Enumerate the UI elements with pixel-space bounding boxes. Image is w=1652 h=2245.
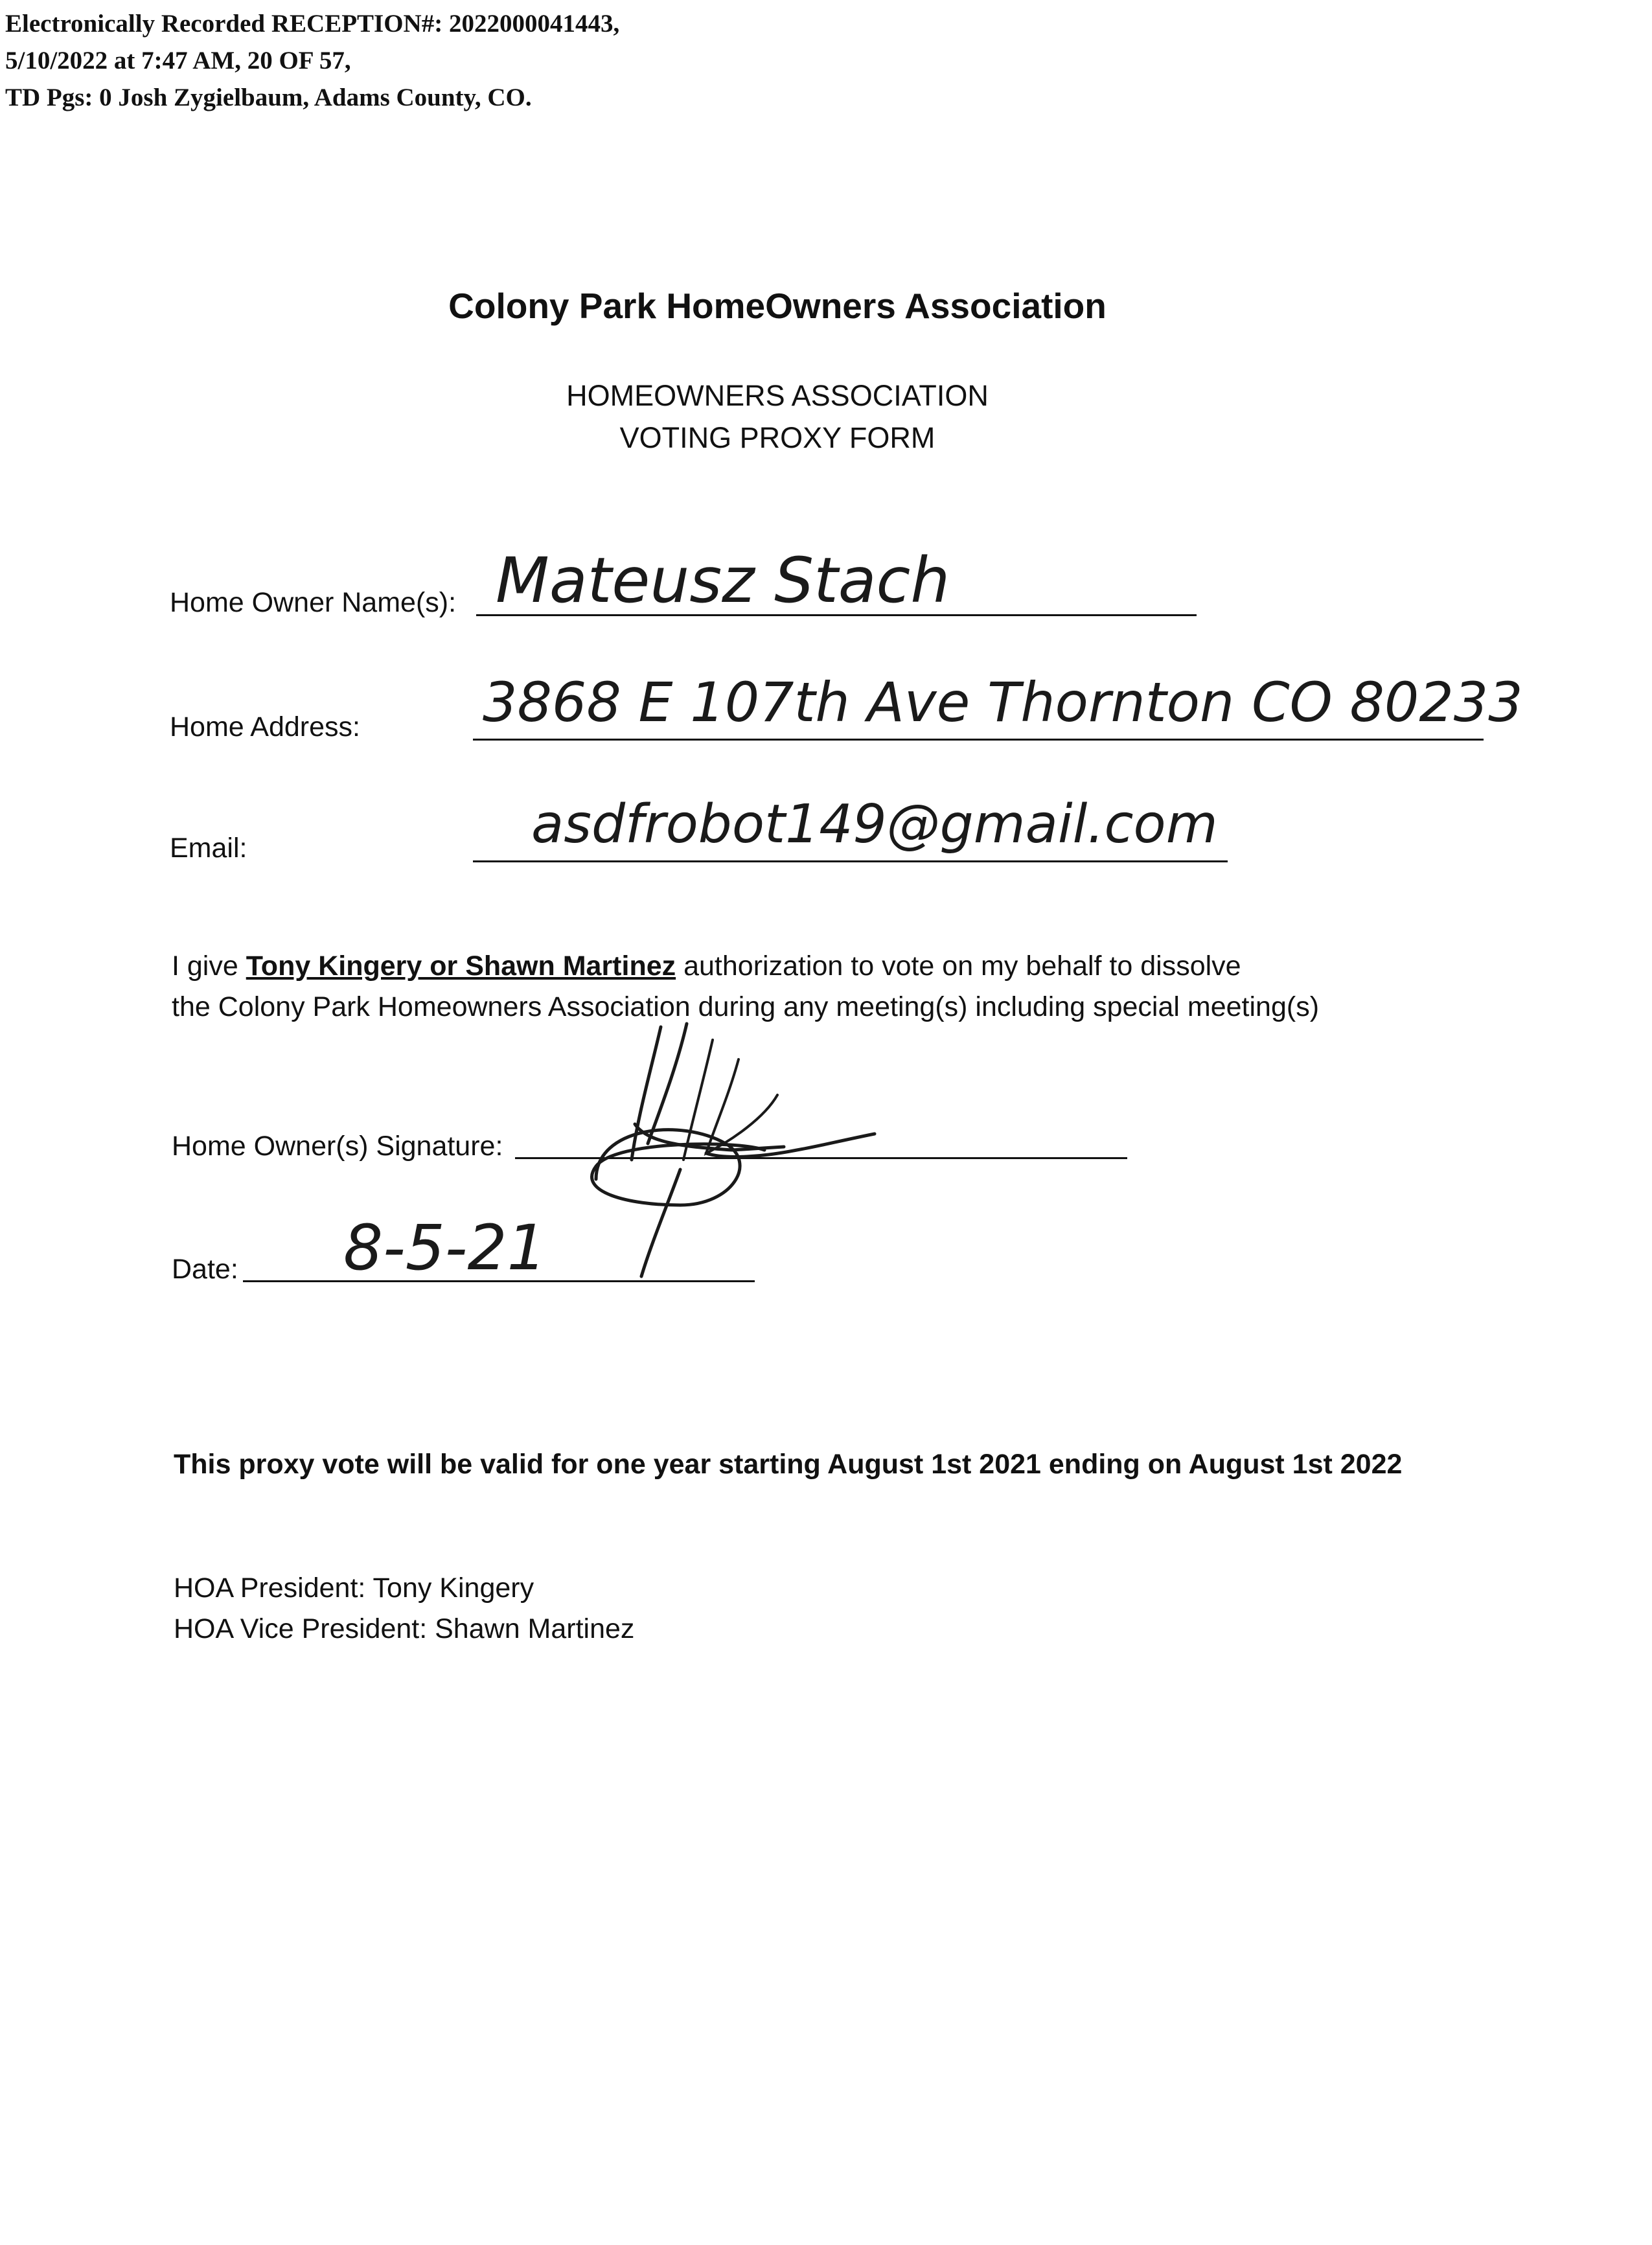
home-owner-name-value[interactable]: Mateusz Stach bbox=[496, 544, 950, 617]
form-subtitle-line-2: VOTING PROXY FORM bbox=[619, 421, 935, 454]
handwritten-signature[interactable] bbox=[570, 1011, 959, 1283]
authorized-proxies: Tony Kingery or Shawn Martinez bbox=[246, 950, 676, 982]
form-title: Colony Park HomeOwners Association bbox=[448, 286, 1107, 326]
authorization-prefix: I give bbox=[172, 950, 246, 982]
validity-note: This proxy vote will be valid for one year starting August 1st 2021 ending on August 1st 2022 bbox=[174, 1449, 1403, 1480]
home-address-label: Home Address: bbox=[170, 711, 360, 743]
recording-stamp-line-2: 5/10/2022 at 7:47 AM, 20 OF 57, bbox=[5, 47, 351, 75]
signature-label: Home Owner(s) Signature: bbox=[172, 1131, 503, 1162]
hoa-president: HOA President: Tony Kingery bbox=[174, 1572, 534, 1604]
email-label: Email: bbox=[170, 833, 247, 864]
authorization-suffix: authorization to vote on my behalf to dissolve bbox=[676, 950, 1241, 982]
date-label: Date: bbox=[172, 1254, 238, 1285]
email-value[interactable]: asdfrobot149@gmail.com bbox=[531, 794, 1218, 855]
date-value[interactable]: 8-5-21 bbox=[343, 1212, 547, 1284]
home-address-value[interactable]: 3868 E 107th Ave Thornton CO 80233 bbox=[483, 671, 1523, 734]
hoa-vice-president: HOA Vice President: Shawn Martinez bbox=[174, 1613, 635, 1644]
hoa-officers bbox=[174, 1568, 634, 1650]
form-subtitle-line-1: HOMEOWNERS ASSOCIATION bbox=[566, 379, 989, 412]
home-address-line bbox=[473, 739, 1484, 741]
authorization-line-1 bbox=[172, 946, 1597, 987]
recording-stamp-line-1: Electronically Recorded RECEPTION#: 2022000041443, bbox=[5, 10, 620, 38]
authorization-line-2: the Colony Park Homeowners Association during any meeting(s) including special meeting(s) bbox=[172, 991, 1320, 1022]
email-line bbox=[473, 860, 1228, 862]
recording-stamp bbox=[5, 5, 619, 116]
home-owner-name-label: Home Owner Name(s): bbox=[170, 587, 457, 618]
recording-stamp-line-3: TD Pgs: 0 Josh Zygielbaum, Adams County, CO. bbox=[5, 84, 532, 111]
